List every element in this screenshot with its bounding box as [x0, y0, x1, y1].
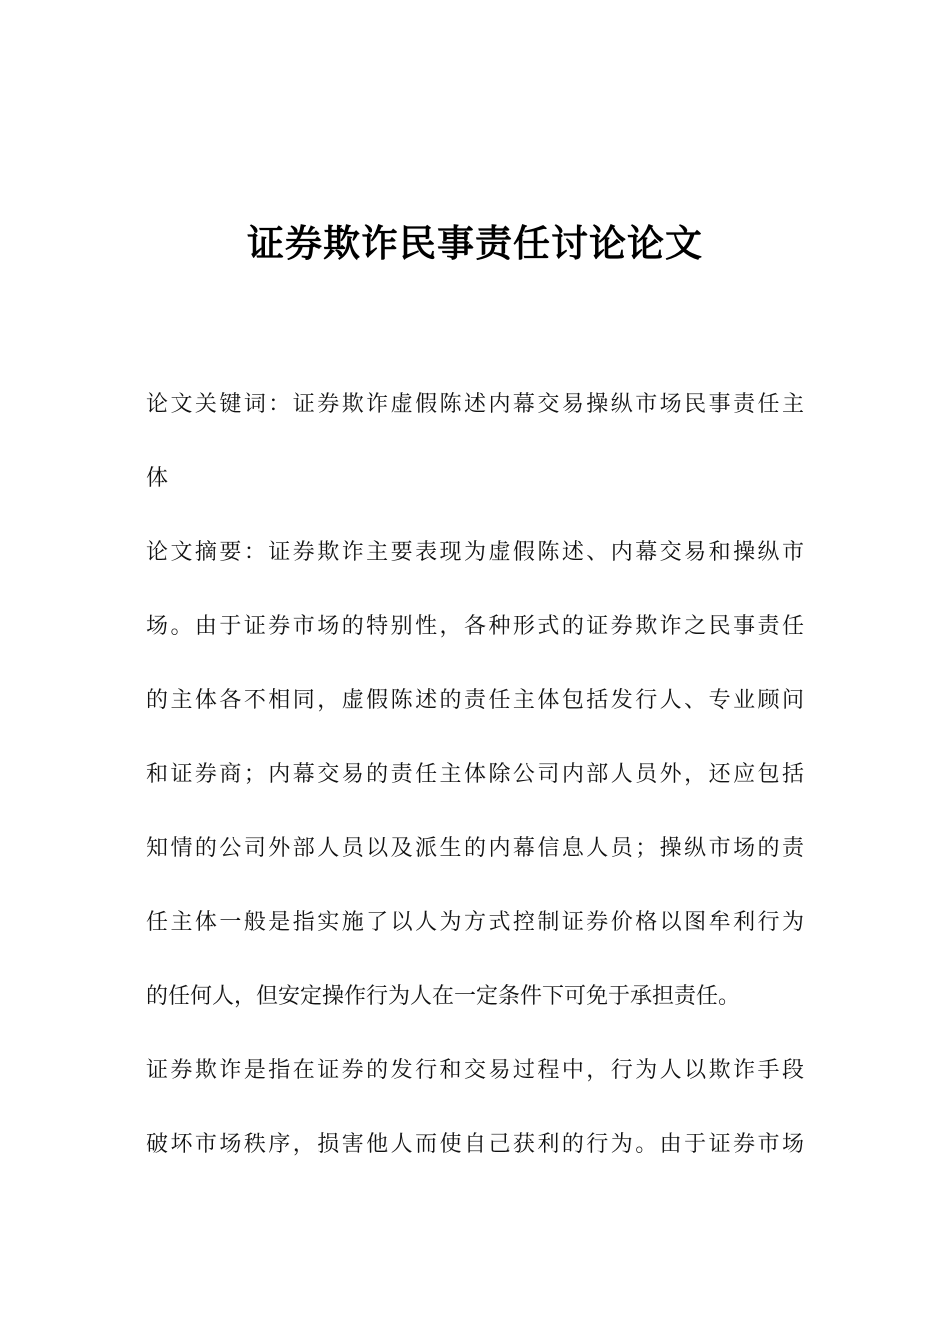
- keywords-line-continued: 体: [146, 466, 169, 491]
- abstract-line: 任主体一般是指实施了以人为方式控制证券价格以图牟利行为: [146, 910, 804, 935]
- abstract-line: 和证券商；内幕交易的责任主体除公司内部人员外，还应包括: [146, 762, 804, 787]
- document-title: 证券欺诈民事责任讨论论文: [247, 222, 703, 265]
- paragraph-line: 证券欺诈是指在证券的发行和交易过程中，行为人以欺诈手段: [146, 1058, 804, 1083]
- abstract-line: 场。由于证券市场的特别性，各种形式的证券欺诈之民事责任: [146, 614, 804, 639]
- abstract-line: 的任何人，但安定操作行为人在一定条件下可免于承担责任。: [146, 984, 741, 1009]
- document-body: [146, 383, 804, 1197]
- keywords-line: 论文关键词：证券欺诈虚假陈述内幕交易操纵市场民事责任主: [146, 392, 804, 417]
- paragraph-line: 破坏市场秩序，损害他人而使自己获利的行为。由于证券市场: [146, 1132, 804, 1157]
- abstract-line: 知情的公司外部人员以及派生的内幕信息人员；操纵市场的责: [146, 836, 804, 861]
- abstract-line: 的主体各不相同，虚假陈述的责任主体包括发行人、专业顾问: [146, 688, 804, 713]
- abstract-line: 论文摘要：证券欺诈主要表现为虚假陈述、内幕交易和操纵市: [146, 540, 804, 565]
